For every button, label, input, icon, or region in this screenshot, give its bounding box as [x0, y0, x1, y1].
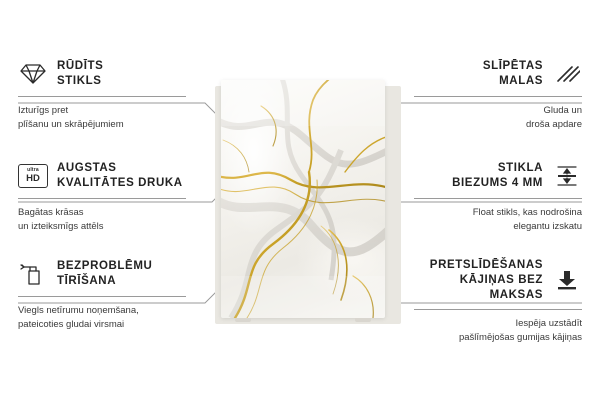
foot-right — [355, 318, 371, 322]
feature-title: STIKLA BIEZUMS 4 MM — [452, 162, 543, 189]
divider — [18, 96, 186, 97]
divider — [414, 309, 582, 310]
feature-polished-edges-head — [414, 58, 582, 90]
thickness-arrows-icon — [552, 161, 582, 191]
divider — [414, 198, 582, 199]
feature-high-quality-print-head — [18, 160, 186, 192]
feature-description: Izturīgs pret plīšanu un skrāpējumiem — [18, 105, 124, 130]
feature-title: RŪDĪTS STIKLS — [57, 60, 104, 87]
feature-title: BEZPROBLĒMU TĪRĪŠANA — [57, 260, 153, 287]
feature-glass-thickness — [414, 160, 582, 234]
feature-title: SLĪPĒTAS MALAS — [482, 60, 543, 87]
feature-description: Float stikls, kas nodrošina elegantu izskatu — [472, 207, 582, 232]
divider — [414, 96, 582, 97]
feature-tempered-glass-head — [18, 58, 186, 90]
polished-edge-icon — [552, 59, 582, 89]
divider — [18, 296, 186, 297]
foot-left — [235, 318, 251, 322]
anti-slip-foot-icon — [552, 265, 582, 295]
feature-anti-slip-feet-head — [414, 258, 582, 303]
feature-polished-edges — [414, 58, 582, 132]
feature-easy-cleaning — [18, 258, 186, 332]
product-image — [207, 80, 393, 320]
panel-feet — [221, 318, 385, 323]
feature-description: Bagātas krāsas un izteiksmīgs attēls — [18, 207, 104, 232]
feature-title: AUGSTAS KVALITĀTES DRUKA — [57, 162, 183, 189]
feature-high-quality-print — [18, 160, 186, 234]
feature-description: Viegls netīrumu noņemšana, pateicoties gludai virsmai — [18, 305, 139, 330]
feature-glass-thickness-head — [414, 160, 582, 192]
feature-easy-cleaning-head — [18, 258, 186, 290]
feature-description: Iespēja uzstādīt pašlīmējošas gumijas kājiņas — [458, 317, 582, 343]
feature-tempered-glass — [18, 58, 186, 132]
feature-description: Gluda un droša apdare — [526, 105, 582, 130]
diamond-icon — [18, 59, 48, 89]
feature-anti-slip-feet — [414, 258, 582, 344]
marble-glass-panel — [221, 80, 385, 318]
divider — [18, 198, 186, 199]
spray-bottle-icon — [18, 259, 48, 289]
feature-title: PRETSLĪDĒŠANAS KĀJIŅAS BEZ MAKSAS — [429, 259, 543, 301]
ultra-hd-icon: ultra HD — [18, 161, 48, 191]
